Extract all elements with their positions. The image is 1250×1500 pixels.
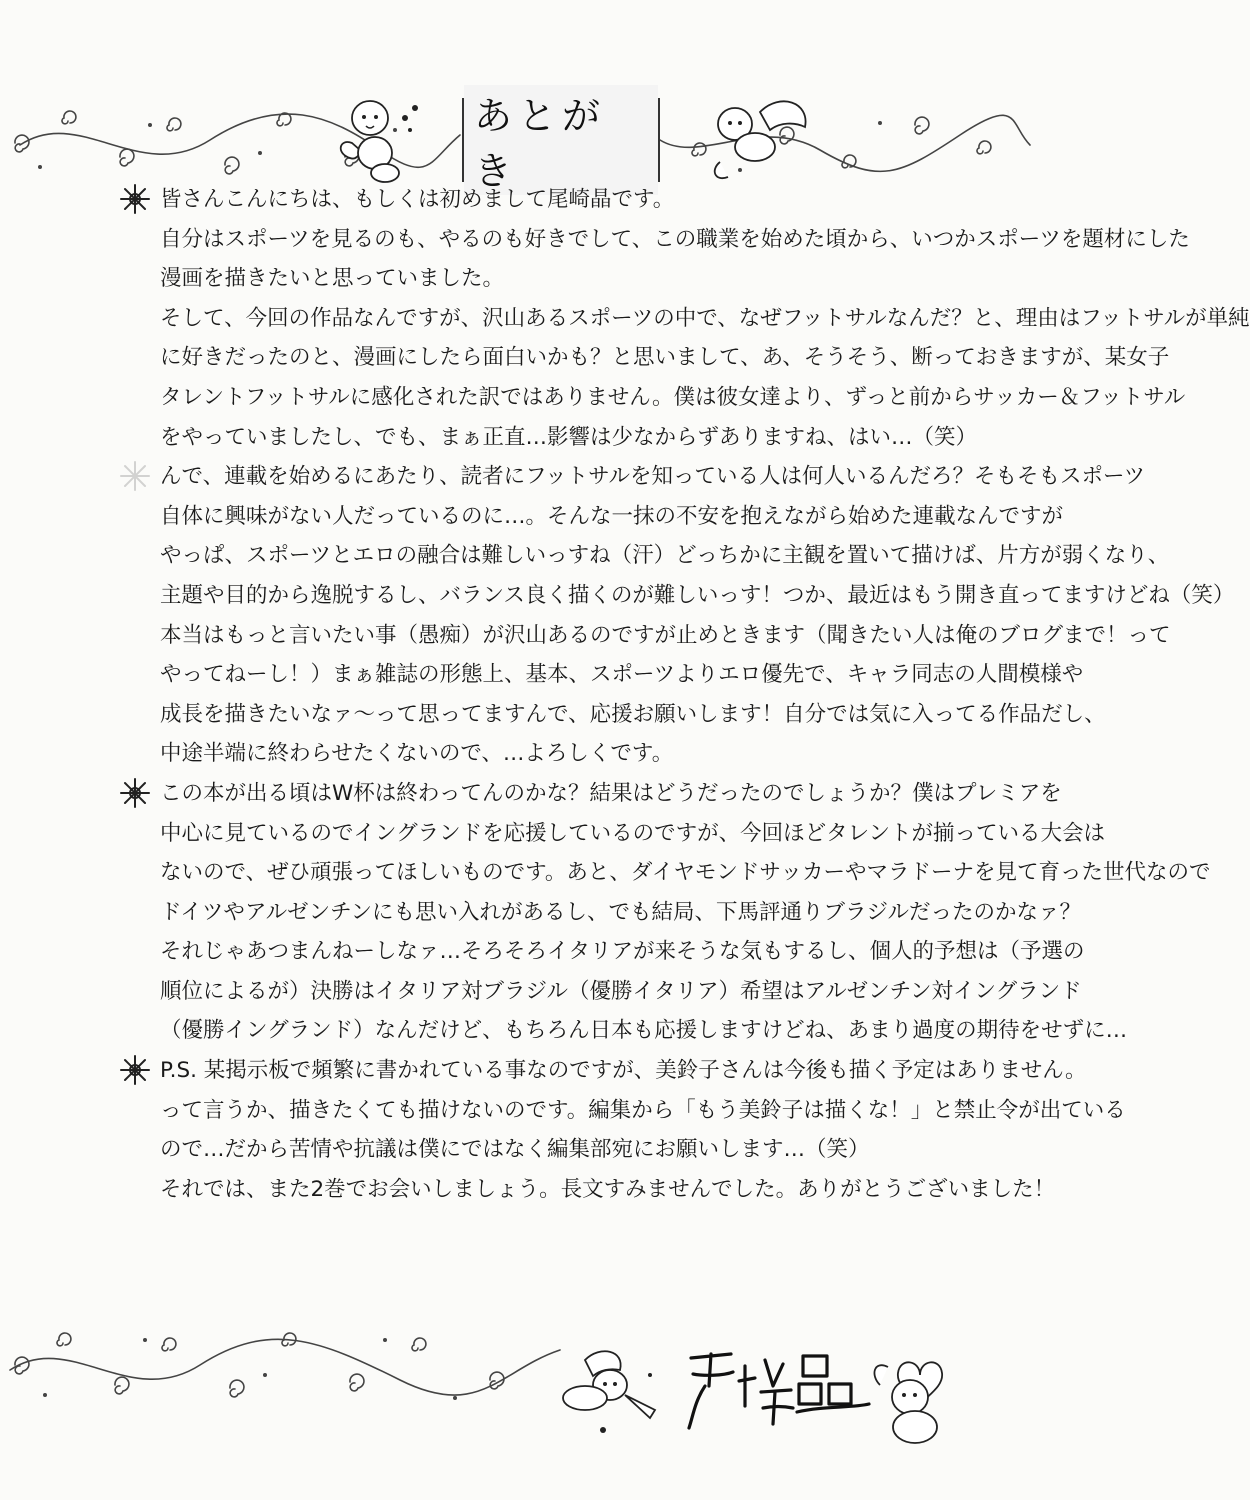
text-line: 漫画を描きたいと思っていました。 (160, 266, 505, 292)
cherub-icon (860, 1335, 980, 1455)
text-line: それでは、また2巻でお会いしましょう。長文すみませんでした。ありがとうございました！ (160, 1176, 1056, 1202)
paragraph (118, 1051, 1126, 1209)
text-line: タレントフットサルに感化された訳ではありません。僕は彼女達より、ずっと前からサッカー＆フットサル (160, 384, 1186, 410)
snowflake-icon (118, 459, 152, 493)
text-line: 自体に興味がない人だっているのに…。そんな一抹の不安を抱えながら始めた連載なんですが (160, 503, 1064, 529)
afterword-body (118, 180, 1250, 1209)
text-line: それじゃあつまんねーしなァ…そろそろイタリアが来そうな気もするし、個人的予想は（予選の (160, 939, 1085, 965)
snowflake-icon (118, 776, 152, 810)
text-line: P.S. 某掲示板で頻繁に書かれている事なのですが、美鈴子さんは今後も描く予定はありません。 (160, 1058, 1087, 1084)
cherub-icon (700, 92, 820, 187)
cherub-icon (555, 1340, 670, 1440)
text-line: って言うか、描きたくても描けないのです。編集から「もう美鈴子は描くな！」と禁止令が出ている (160, 1097, 1126, 1123)
text-line: （優勝イングランド）なんだけど、もちろん日本も応援しますけどね、あまり過度の期待をせずに… (160, 1018, 1128, 1044)
text-line: 本当はもっと言いたい事（愚痴）が沢山あるのですが止めときます（聞きたい人は俺のブログまで！って (160, 622, 1171, 648)
text-line: やってねーし！）まぁ雑誌の形態上、基本、スポーツよりエロ優先で、キャラ同志の人間模様や (160, 662, 1084, 688)
text-line: 主題や目的から逸脱するし、バランス良く描くのが難しいっす！つか、最近はもう開き直ってますけどね（笑） (160, 582, 1235, 608)
text-line: ないので、ぜひ頑張ってほしいものです。あと、ダイヤモンドサッカーやマラドーナを見て育った世代なので (160, 860, 1211, 886)
snowflake-icon (118, 182, 152, 216)
text-line: ので…だから苦情や抗議は僕にではなく編集部宛にお願いします…（笑） (160, 1137, 870, 1163)
paragraph (118, 774, 1211, 1051)
text-line: そして、今回の作品なんですが、沢山あるスポーツの中で、なぜフットサルなんだ？と、理由はフットサルが単純 (160, 305, 1250, 331)
paragraph (118, 180, 1250, 457)
author-signature (683, 1346, 873, 1436)
text-line: 成長を描きたいなァ〜って思ってますんで、応援お願いします！自分では気に入ってる作品だし、 (160, 701, 1106, 727)
snowflake-icon (118, 1053, 152, 1087)
text-line: に好きだったのと、漫画にしたら面白いかも？と思いまして、あ、そうそう、断っておきますが、某女子 (160, 345, 1170, 371)
text-line: 皆さんこんにちは、もしくは初めまして尾崎晶です。 (160, 187, 675, 212)
text-line: 順位によるが）決勝はイタリア対ブラジル（優勝イタリア）希望はアルゼンチン対イングランド (160, 978, 1082, 1004)
title-box (462, 94, 660, 193)
text-line: 中心に見ているのでイングランドを応援しているのですが、今回ほどタレントが揃っている大会は (160, 820, 1106, 846)
text-line: 自分はスポーツを見るのも、やるのも好きでして、この職業を始めた頃から、いつかスポーツを題材にした (160, 226, 1190, 252)
text-line: ドイツやアルゼンチンにも思い入れがあるし、でも結局、下馬評通りブラジルだったのかなァ？ (160, 899, 1081, 925)
text-line: んで、連載を始めるにあたり、読者にフットサルを知っている人は何人いるんだろ？そもそもスポーツ (160, 464, 1146, 490)
text-line: をやっていましたし、でも、まぁ正直…影響は少なからずありますね、はい…（笑） (160, 424, 978, 450)
text-line: やっぱ、スポーツとエロの融合は難しいっすね（汗）どっちかに主観を置いて描けば、片方が弱くなり、 (160, 543, 1170, 569)
page-title: あとがき (464, 85, 658, 195)
cherub-icon (330, 88, 440, 188)
text-line: 中途半端に終わらせたくないので、…よろしくです。 (160, 741, 674, 767)
paragraph (118, 457, 1235, 774)
text-line: この本が出る頃はW杯は終わってんのかな？結果はどうだったのでしょうか？僕はプレミアを (160, 780, 1062, 806)
